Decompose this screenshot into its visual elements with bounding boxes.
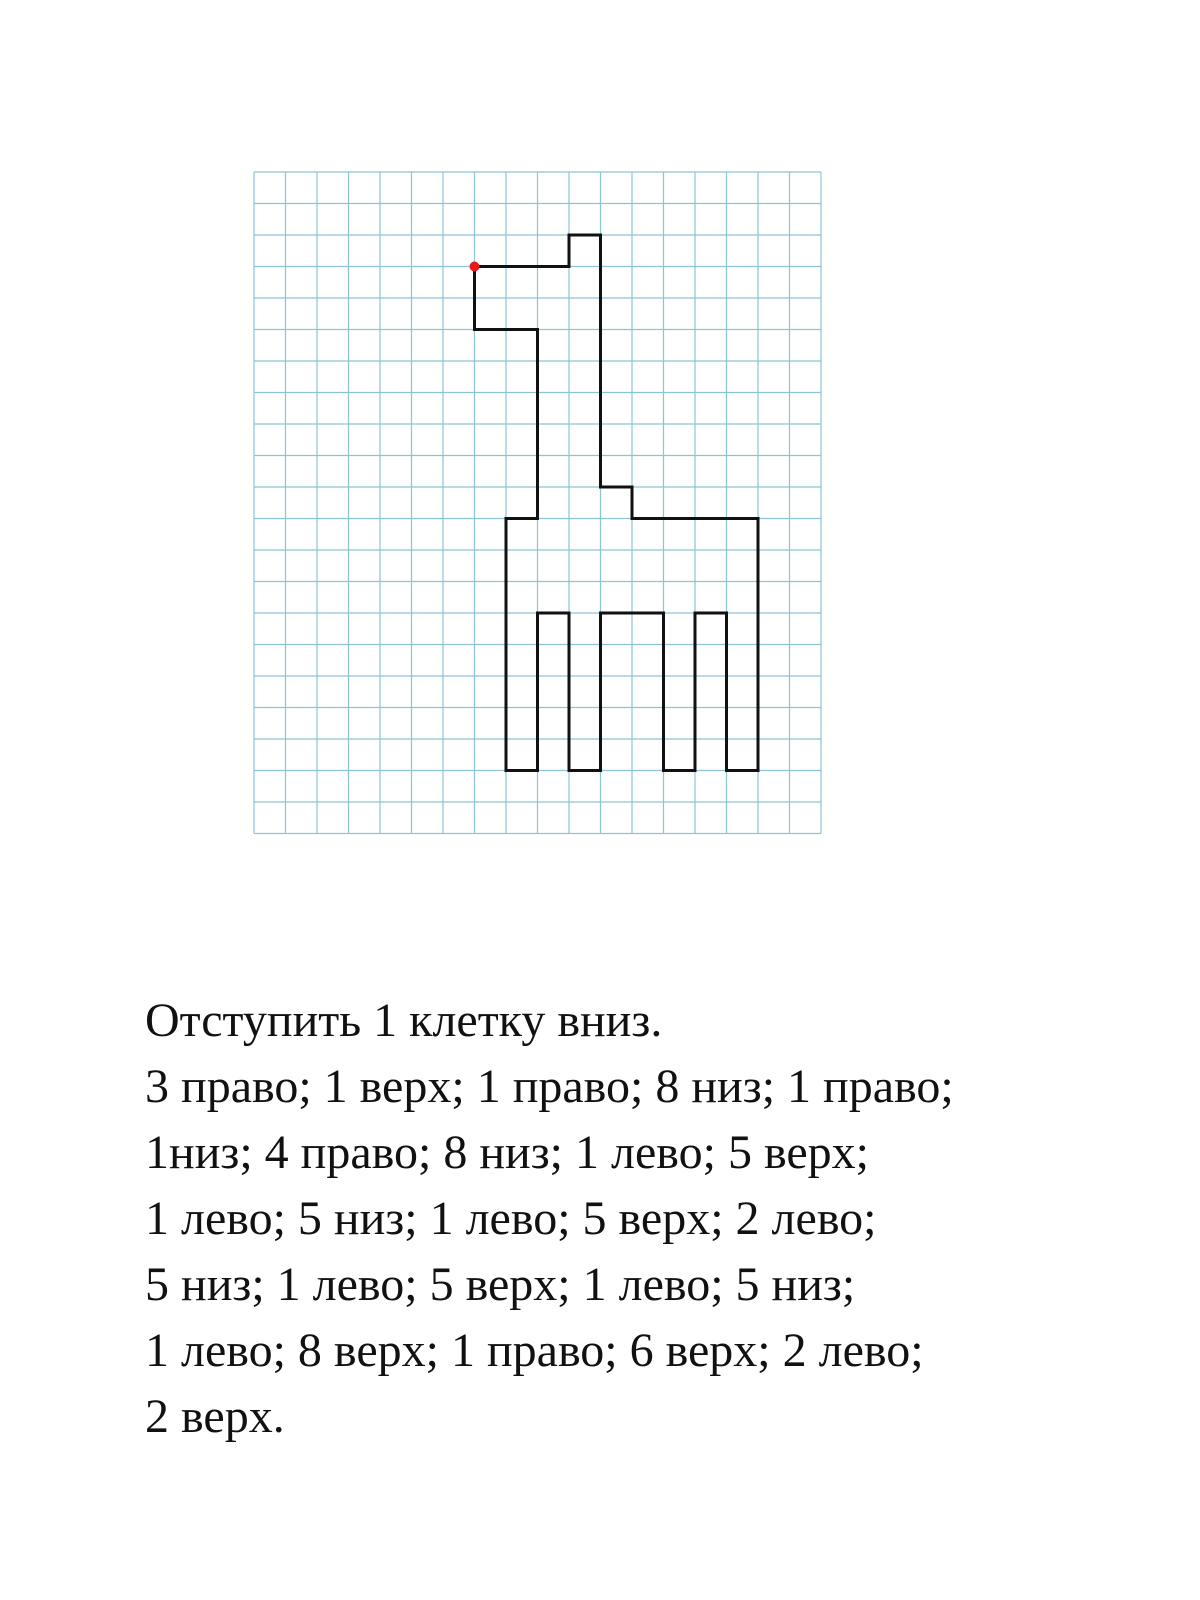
instruction-line: Отступить 1 клетку вниз. xyxy=(145,994,663,1047)
instruction-line: 1низ; 4 право; 8 низ; 1 лево; 5 верх; xyxy=(145,1126,869,1179)
instructions-text xyxy=(145,988,1165,1450)
start-point-dot xyxy=(470,262,480,272)
instruction-line: 2 верх. xyxy=(145,1390,285,1443)
instruction-line: 5 низ; 1 лево; 5 верх; 1 лево; 5 низ; xyxy=(145,1258,856,1311)
giraffe-outline-path xyxy=(475,235,759,771)
graph-paper-figure xyxy=(250,168,830,848)
instruction-line: 1 лево; 5 низ; 1 лево; 5 верх; 2 лево; xyxy=(145,1192,877,1245)
instruction-line: 3 право; 1 верх; 1 право; 8 низ; 1 право; xyxy=(145,1060,954,1113)
instruction-line: 1 лево; 8 верх; 1 право; 6 верх; 2 лево; xyxy=(145,1324,924,1377)
